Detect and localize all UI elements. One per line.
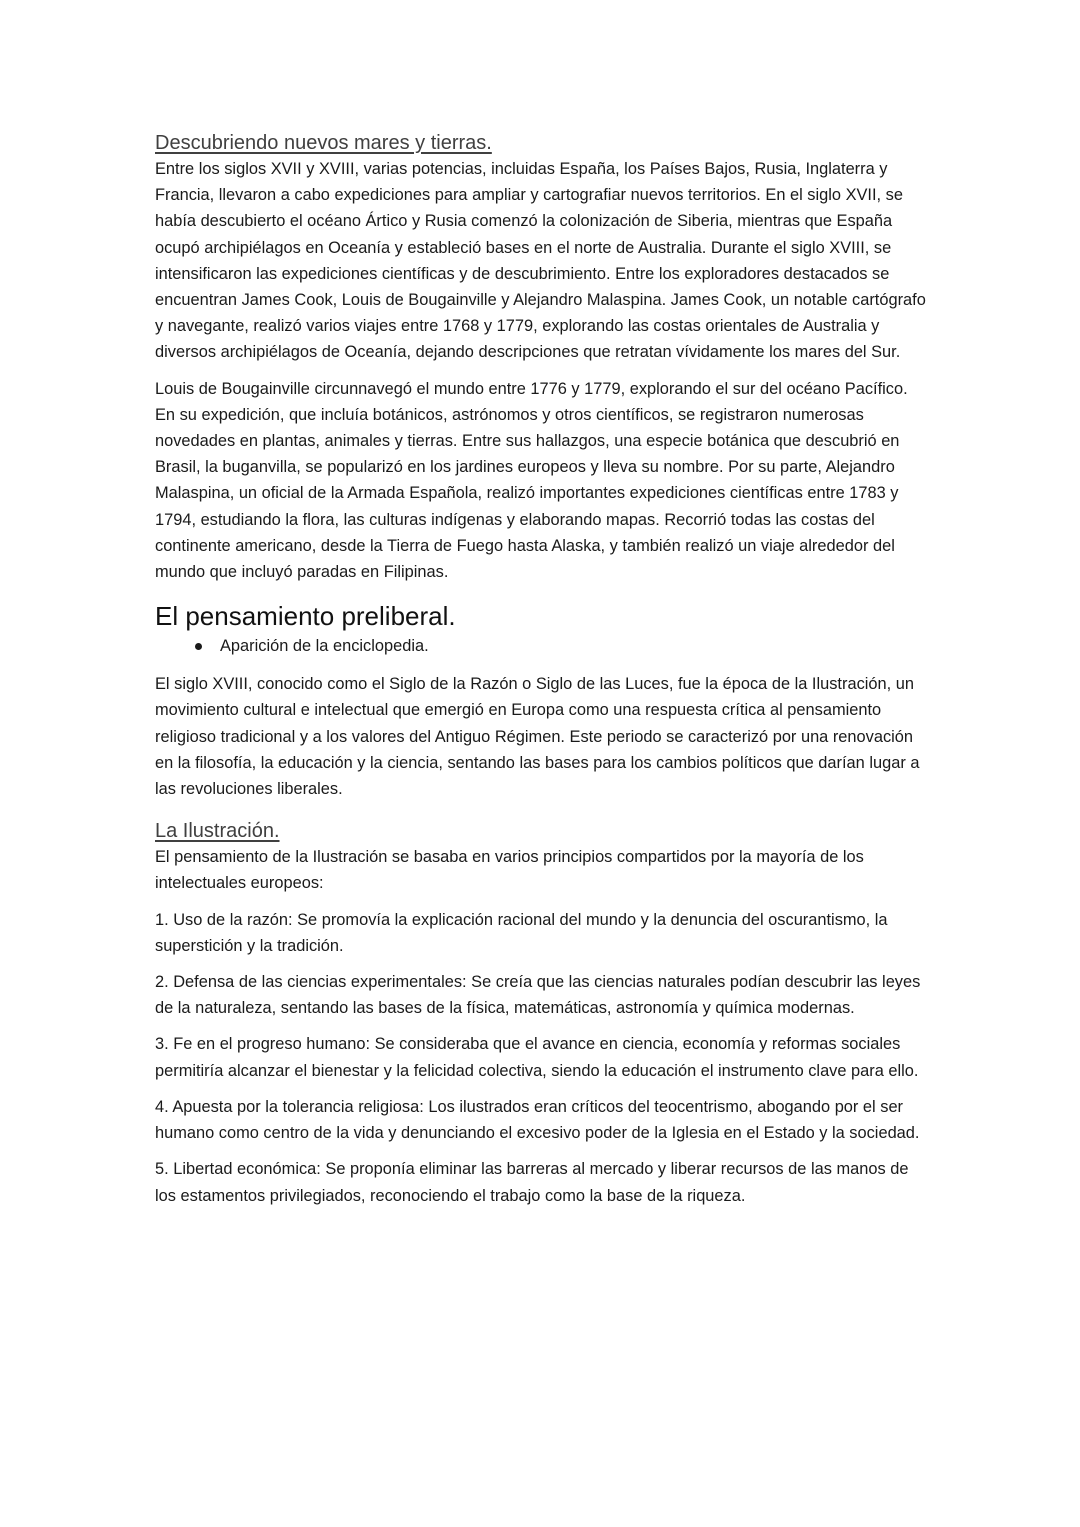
numbered-point: 5. Libertad económica: Se proponía eliminar las barreras al mercado y liberar recursos de las manos de los estamentos privilegiados, reconociendo el trabajo como la base de la riqueza. bbox=[155, 1160, 909, 1205]
section-title-descubriendo: Descubriendo nuevos mares y tierras. bbox=[155, 132, 492, 154]
bullet-item bbox=[155, 633, 930, 659]
paragraph: Entre los siglos XVII y XVIII, varias potencias, incluidas España, los Países Bajos, Rusia, Inglaterra y Francia, llevaron a cabo expediciones para ampliar y cartografiar nuevos territorios. En el siglo XVII, se había descubierto el océano Ártico y Rusia comenzó la colonización de Siberia, mientras que España ocupó archipiélagos en Oceanía y estableció bases en el norte de Australia. Durante el siglo XVIII, se intensificaron las expediciones científicas y de descubrimiento. Entre los exploradores destacados se encuentran James Cook, Louis de Bougainville y Alejandro Malaspina. James Cook, un notable cartógrafo y navegante, realizó varios viajes entre 1768 y 1779, explorando las costas orientales de Australia y diversos archipiélagos de Oceanía, dejando descripciones que retratan vívidamente los mares del Sur. bbox=[155, 160, 926, 362]
paragraph: El pensamiento de la Ilustración se basaba en varios principios compartidos por la mayoría de los intelectuales europeos: bbox=[155, 848, 864, 893]
section-title-pensamiento-preliberal: El pensamiento preliberal. bbox=[155, 601, 456, 632]
numbered-point: 4. Apuesta por la tolerancia religiosa: Los ilustrados eran críticos del teocentrismo, abogando por el ser humano como centro de la vida y denunciando el excesivo poder de la Iglesia en el Estado y la sociedad. bbox=[155, 1097, 920, 1143]
bullet-list bbox=[155, 633, 930, 659]
document-page bbox=[155, 130, 930, 1219]
numbered-point: 3. Fe en el progreso humano: Se consideraba que el avance en ciencia, economía y reformas sociales permitiría alcanzar el bienestar y la felicidad colectiva, siendo la educación el instrumento clave para ello. bbox=[155, 1035, 919, 1080]
bullet-icon bbox=[195, 643, 202, 650]
numbered-point: 1. Uso de la razón: Se promovía la explicación racional del mundo y la denuncia del oscurantismo, la superstición y la tradición. bbox=[155, 910, 888, 955]
paragraph: Louis de Bougainville circunnavegó el mundo entre 1776 y 1779, explorando el sur del océano Pacífico. En su expedición, que incluía botánicos, astrónomos y otros científicos, se registraron numerosas novedades en plantas, animales y tierras. Entre sus hallazgos, una especie botánica que descubrió en Brasil, la buganvilla, se popularizó en los jardines europeos y lleva su nombre. Por su parte, Alejandro Malaspina, un oficial de la Armada Española, realizó importantes expediciones científicas entre 1783 y 1794, estudiando la flora, las culturas indígenas y elaborando mapas. Recorrió todas las costas del continente americano, desde la Tierra de Fuego hasta Alaska, y también realizó un viaje alrededor del mundo que incluyó paradas en Filipinas. bbox=[155, 379, 908, 582]
numbered-point: 2. Defensa de las ciencias experimentales: Se creía que las ciencias naturales podían descubrir las leyes de la naturaleza, sentando las bases de la física, matemáticas, astronomía y química modernas. bbox=[155, 973, 921, 1018]
bullet-text: Aparición de la enciclopedia. bbox=[220, 637, 429, 656]
paragraph: El siglo XVIII, conocido como el Siglo de la Razón o Siglo de las Luces, fue la época de la Ilustración, un movimiento cultural e intelectual que emergió en Europa como una respuesta crítica al pensamiento religioso tradicional y a los valores del Antiguo Régimen. Este periodo se caracterizó por una renovación en la filosofía, la educación y la ciencia, sentando las bases para los cambios políticos que darían lugar a las revoluciones liberales. bbox=[155, 675, 920, 799]
section-title-ilustracion: La Ilustración. bbox=[155, 820, 280, 843]
